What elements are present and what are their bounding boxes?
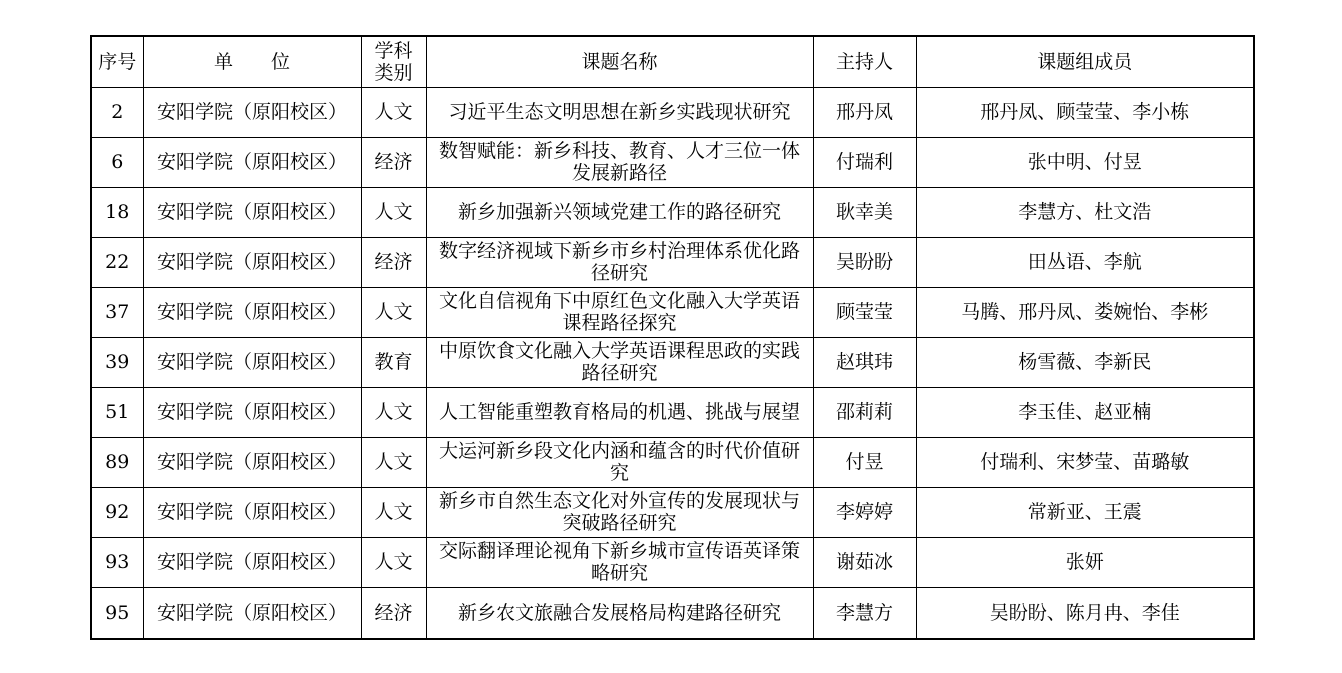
cell-unit: 安阳学院（原阳校区） <box>143 237 361 287</box>
cell-members: 张妍 <box>916 537 1254 587</box>
cell-members: 邢丹凤、顾莹莹、李小栋 <box>916 87 1254 137</box>
cell-topic: 新乡市自然生态文化对外宣传的发展现状与突破路径研究 <box>426 487 813 537</box>
cell-host: 赵琪玮 <box>813 337 916 387</box>
table-row <box>91 387 1254 437</box>
cell-seq: 37 <box>91 287 143 337</box>
cell-unit: 安阳学院（原阳校区） <box>143 437 361 487</box>
cell-seq: 22 <box>91 237 143 287</box>
cell-topic: 大运河新乡段文化内涵和蕴含的时代价值研究 <box>426 437 813 487</box>
table-row <box>91 187 1254 237</box>
table-header <box>91 36 1254 87</box>
cell-members: 张中明、付昱 <box>916 137 1254 187</box>
cell-members: 李慧方、杜文浩 <box>916 187 1254 237</box>
cell-host: 李慧方 <box>813 587 916 639</box>
cell-host: 邢丹凤 <box>813 87 916 137</box>
cell-members: 马腾、邢丹凤、娄婉怡、李彬 <box>916 287 1254 337</box>
table-row <box>91 237 1254 287</box>
cell-topic: 中原饮食文化融入大学英语课程思政的实践路径研究 <box>426 337 813 387</box>
cell-subject: 人文 <box>361 487 426 537</box>
cell-seq: 2 <box>91 87 143 137</box>
cell-seq: 39 <box>91 337 143 387</box>
cell-unit: 安阳学院（原阳校区） <box>143 187 361 237</box>
cell-unit: 安阳学院（原阳校区） <box>143 337 361 387</box>
cell-subject: 教育 <box>361 337 426 387</box>
cell-host: 吴盼盼 <box>813 237 916 287</box>
table-row <box>91 537 1254 587</box>
cell-seq: 6 <box>91 137 143 187</box>
cell-seq: 18 <box>91 187 143 237</box>
cell-members: 付瑞利、宋梦莹、苗璐敏 <box>916 437 1254 487</box>
table-row <box>91 337 1254 387</box>
header-members: 课题组成员 <box>916 36 1254 87</box>
cell-unit: 安阳学院（原阳校区） <box>143 487 361 537</box>
cell-subject: 人文 <box>361 437 426 487</box>
cell-topic: 数字经济视域下新乡市乡村治理体系优化路径研究 <box>426 237 813 287</box>
cell-topic: 交际翻译理论视角下新乡城市宣传语英译策略研究 <box>426 537 813 587</box>
cell-host: 付昱 <box>813 437 916 487</box>
table-row <box>91 487 1254 537</box>
cell-subject: 人文 <box>361 187 426 237</box>
header-seq: 序号 <box>91 36 143 87</box>
cell-subject: 经济 <box>361 237 426 287</box>
cell-seq: 89 <box>91 437 143 487</box>
cell-seq: 95 <box>91 587 143 639</box>
cell-subject: 人文 <box>361 387 426 437</box>
header-host: 主持人 <box>813 36 916 87</box>
cell-unit: 安阳学院（原阳校区） <box>143 537 361 587</box>
header-topic: 课题名称 <box>426 36 813 87</box>
header-subject <box>361 36 426 87</box>
header-subject-line1: 学科 <box>374 39 413 62</box>
cell-subject: 人文 <box>361 287 426 337</box>
header-unit-char-2: 位 <box>271 50 291 73</box>
table-row <box>91 137 1254 187</box>
cell-seq: 93 <box>91 537 143 587</box>
cell-unit: 安阳学院（原阳校区） <box>143 287 361 337</box>
cell-topic: 文化自信视角下中原红色文化融入大学英语课程路径探究 <box>426 287 813 337</box>
cell-members: 杨雪薇、李新民 <box>916 337 1254 387</box>
cell-members: 吴盼盼、陈月冉、李佳 <box>916 587 1254 639</box>
cell-members: 常新亚、王震 <box>916 487 1254 537</box>
cell-topic: 习近平生态文明思想在新乡实践现状研究 <box>426 87 813 137</box>
header-unit-char-1: 单 <box>213 50 233 73</box>
header-unit <box>143 36 361 87</box>
table-row <box>91 287 1254 337</box>
cell-topic: 新乡农文旅融合发展格局构建路径研究 <box>426 587 813 639</box>
cell-subject: 经济 <box>361 137 426 187</box>
cell-members: 田丛语、李航 <box>916 237 1254 287</box>
cell-subject: 人文 <box>361 87 426 137</box>
table-row <box>91 437 1254 487</box>
cell-subject: 经济 <box>361 587 426 639</box>
cell-members: 李玉佳、赵亚楠 <box>916 387 1254 437</box>
cell-topic: 新乡加强新兴领域党建工作的路径研究 <box>426 187 813 237</box>
project-table <box>90 35 1255 640</box>
cell-topic: 人工智能重塑教育格局的机遇、挑战与展望 <box>426 387 813 437</box>
cell-host: 付瑞利 <box>813 137 916 187</box>
cell-host: 谢茹冰 <box>813 537 916 587</box>
table-row <box>91 587 1254 639</box>
cell-host: 耿幸美 <box>813 187 916 237</box>
cell-host: 顾莹莹 <box>813 287 916 337</box>
cell-unit: 安阳学院（原阳校区） <box>143 587 361 639</box>
cell-subject: 人文 <box>361 537 426 587</box>
cell-unit: 安阳学院（原阳校区） <box>143 387 361 437</box>
table-row <box>91 87 1254 137</box>
cell-topic: 数智赋能：新乡科技、教育、人才三位一体发展新路径 <box>426 137 813 187</box>
cell-seq: 51 <box>91 387 143 437</box>
cell-unit: 安阳学院（原阳校区） <box>143 137 361 187</box>
header-subject-line2: 类别 <box>374 61 413 84</box>
header-row <box>91 36 1254 87</box>
cell-unit: 安阳学院（原阳校区） <box>143 87 361 137</box>
cell-seq: 92 <box>91 487 143 537</box>
cell-host: 邵莉莉 <box>813 387 916 437</box>
cell-host: 李婷婷 <box>813 487 916 537</box>
table-body <box>91 87 1254 639</box>
